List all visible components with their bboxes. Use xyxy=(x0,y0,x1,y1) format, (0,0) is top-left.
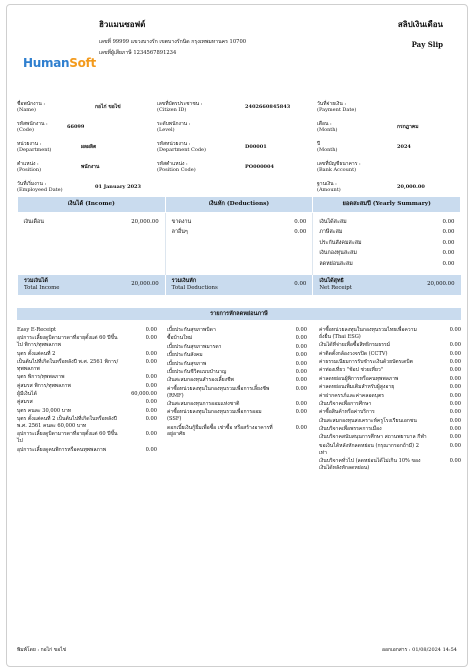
tax-item-label: เบี้ยประกันสังคม xyxy=(167,352,203,359)
code-field xyxy=(17,121,85,134)
employee-details xyxy=(17,101,461,193)
list-item: เงินได้สะสม 0.00 xyxy=(319,218,455,225)
tax-item-label: ผู้มีเงินได้ xyxy=(17,391,37,397)
document-title xyxy=(398,19,443,49)
tax-item-value: 0.00 xyxy=(449,384,461,391)
tax-item-value: 0.00 xyxy=(145,374,157,381)
tax-item xyxy=(319,426,461,433)
net-receipt-value: 20,000.00 xyxy=(427,280,455,287)
tax-item-value: 0.00 xyxy=(449,327,461,333)
total-income-label: รวมเงินได้ Total Income xyxy=(24,277,60,291)
department-code-field xyxy=(157,141,267,154)
list-item: ภาษีสะสม 0.00 xyxy=(319,229,455,236)
tax-item xyxy=(17,416,157,430)
tax-item xyxy=(167,425,307,439)
tax-item-label: ค่าซื้อหน่วยลงทุนในกองทุนรวมเพื่อการออม (SSF) xyxy=(167,409,262,423)
tax-item xyxy=(319,359,461,366)
pay-summary-table xyxy=(17,196,461,295)
tax-item-value: 0.00 xyxy=(295,385,307,392)
tax-item xyxy=(17,391,157,398)
income-list xyxy=(18,213,166,275)
tax-item xyxy=(167,386,307,400)
total-income-cell xyxy=(18,275,166,295)
tax-id-label: เลขที่ผู้เสียภาษี xyxy=(99,49,132,56)
bank-account-field xyxy=(317,161,361,174)
tax-item-value: 0.00 xyxy=(295,335,307,342)
tax-item-label: อุปการะเลี้ยงดูบิดามารดาที่อายุตั้งแต่ 60 ปีขึ้นไป xyxy=(17,431,118,445)
tax-item-value: 0.00 xyxy=(449,359,461,365)
printed-by-name: กอไก่ ขอไข่ xyxy=(40,647,67,653)
deduction-list xyxy=(165,213,313,275)
tax-item xyxy=(17,351,157,358)
tax-item xyxy=(167,409,307,423)
tax-item-value: 0.00 xyxy=(449,409,461,416)
name-field xyxy=(17,101,121,114)
title-thai: สลิปเงินเดือน xyxy=(397,19,443,29)
tax-item xyxy=(17,359,157,373)
tax-item-label: อุปการะเลี้ยงดูคนพิการหรือคนทุพพลภาพ xyxy=(17,446,107,453)
tax-item xyxy=(167,401,307,408)
list-item: ประกันสังคมสะสม 0.00 xyxy=(319,239,455,246)
tax-item xyxy=(17,408,157,415)
tax-deduction-header: รายการหักลดหย่อนภาษี xyxy=(17,308,461,320)
tax-item-label: เบี้ยประกันสุขภาพบิดา xyxy=(167,327,216,333)
citizen-value: 2402660845843 xyxy=(245,104,291,110)
tax-item-value: 0.00 xyxy=(295,343,307,350)
payment-date-label: วันที่จ่ายเงิน : (Payment Date) xyxy=(317,101,357,114)
base-amount-value: 20,000.00 xyxy=(397,184,425,190)
tax-item xyxy=(319,434,461,441)
tax-item-value: 0.00 xyxy=(295,327,307,333)
company-info xyxy=(99,19,339,61)
tax-item xyxy=(17,383,157,390)
code-value: 66099 xyxy=(67,124,85,130)
tax-item-label: อุปการะเลี้ยงดูบิดามารดาที่อายุตั้งแต่ 60 ปีขึ้นไป พิการ/ทุพพลภาพ xyxy=(17,335,118,349)
name-label: ชื่อพนักงาน : (Name) xyxy=(17,101,46,114)
start-date-label: วันที่เริ่มงาน : (Employeed Date) xyxy=(17,181,63,194)
tax-column-3 xyxy=(319,327,461,473)
tax-item-label: ดอกเบี้ยเงินกู้ยืมเพื่อซื้อ เช่าซื้อ หรือสร้างอาคารที่อยู่อาศัย xyxy=(167,424,273,438)
logo-text-soft: Soft xyxy=(69,56,96,70)
company-tax-id xyxy=(99,50,339,57)
tax-column-2 xyxy=(167,327,307,440)
tax-item xyxy=(167,327,307,334)
tax-item-label: เป็นต้นไปที่เกิดในหรือหลังปี พ.ศ. 2561 พิการ/ทุพพลภาพ xyxy=(17,359,119,372)
tax-item xyxy=(17,431,157,445)
tax-item-label: ซื้อบ้านใหม่ xyxy=(167,335,193,342)
income-header: เงินได้ (Income) xyxy=(18,197,166,213)
tax-item-label: ค่าติดตั้งกล้องวงจรปิด (CCTV) xyxy=(319,350,388,357)
tax-item-label: ขอเงินได้หลังหักลดหย่อน (กรุณากรอกถ้ามี) 2 เท่า xyxy=(319,442,419,456)
title-english: Pay Slip xyxy=(411,39,443,49)
tax-item-label: เงินสะสมกองทุนสำรองเลี้ยงชีพ xyxy=(167,377,234,384)
tax-item-label: คู่สมรส พิการ/ทุพพลภาพ xyxy=(17,382,71,389)
tax-item-value: 0.00 xyxy=(145,446,157,453)
tax-item-value: 0.00 xyxy=(145,359,157,365)
tax-item-label: ค่าซื้อหน่วยลงทุนในกองทุนรวมเพื่อการเลี้ยงชีพ (RMF) xyxy=(167,385,270,399)
citizen-label: เลขที่บัตรประชาชน : (Citizen ID) xyxy=(157,101,203,114)
tax-item-value: 0.00 xyxy=(449,417,461,424)
year-label: ปี (Month) xyxy=(317,141,338,154)
tax-item xyxy=(319,384,461,391)
base-amount-field xyxy=(317,181,425,194)
tax-item-value: 0.00 xyxy=(449,458,461,464)
tax-item-label: เบี้ยประกันชีวิตแบบบำนาญ xyxy=(167,368,227,375)
level-label: ระดับพนักงาน : (Level) xyxy=(157,121,191,134)
payment-date-field xyxy=(317,101,356,114)
tax-item-value: 0.00 xyxy=(295,360,307,367)
tax-item-label: บุตร ตั้งแต่คนที่ 2 เป็นต้นไปที่เกิดในหรือหลังปี พ.ศ. 2561 คนละ 60,000 บาท xyxy=(17,416,117,429)
tax-item xyxy=(167,352,307,359)
tax-item xyxy=(167,377,307,384)
tax-column-1 xyxy=(17,327,157,455)
tax-item-value: 0.00 xyxy=(449,342,461,349)
list-item: เงินกองทุนสะสม 0.00 xyxy=(319,250,455,257)
tax-item xyxy=(17,374,157,381)
tax-item-label: ค่าฝากครรภ์และค่าคลอดบุตร xyxy=(319,392,385,399)
net-receipt-cell xyxy=(313,275,461,295)
tax-item xyxy=(319,342,461,349)
payslip-document xyxy=(6,4,468,667)
month-label: เดือน : (Month) xyxy=(317,121,338,134)
tax-item-label: เงินบริจาคสนับสนุนการศึกษา สถานพยาบาล กีฬา xyxy=(319,434,427,441)
position-value: พนักงาน xyxy=(81,164,100,170)
total-income-value: 20,000.00 xyxy=(131,280,159,287)
position-code-field xyxy=(157,161,274,174)
tax-item-value: 0.00 xyxy=(449,367,461,374)
tax-item xyxy=(319,443,461,457)
tax-item-label: เงินบริจาคเพื่อการศึกษา xyxy=(319,400,372,407)
company-logo xyxy=(23,55,96,71)
month-value: กรกฎาคม xyxy=(397,124,419,130)
tax-item-value: 0.00 xyxy=(145,431,157,438)
tax-item-label: เงินบริจาคทั่วไป (ลดหย่อนได้ไม่เกิน 10% ของเงินได้หลังหักลดหย่อน) xyxy=(319,458,421,471)
deduction-header: เงินหัก (Deductions) xyxy=(165,197,313,213)
tax-item-value: 60,000.00 xyxy=(131,391,157,397)
position-label: ตำแหน่ง : (Position) xyxy=(17,161,42,174)
tax-id-value: 1234567891234 xyxy=(133,49,177,56)
yearly-list xyxy=(313,213,461,275)
printed-by: พิมพ์โดย : กอไก่ ขอไข่ xyxy=(17,647,67,653)
tax-item-value: 0.00 xyxy=(449,442,461,449)
tax-item xyxy=(167,361,307,368)
tax-item xyxy=(17,327,157,334)
tax-item-value: 0.00 xyxy=(449,400,461,407)
tax-item-value: 0.00 xyxy=(295,368,307,375)
tax-item-value: 0.00 xyxy=(449,392,461,399)
name-value: กอไก่ ขอไข่ xyxy=(95,104,121,110)
tax-item-value: 0.00 xyxy=(449,350,461,357)
month-field xyxy=(317,121,419,134)
citizen-field xyxy=(157,101,291,114)
tax-item xyxy=(17,335,157,349)
tax-item-label: คู่สมรส xyxy=(17,399,33,406)
tax-item-value: 0.00 xyxy=(295,352,307,359)
company-address: เลขที่ 99999 แขวงบางรัก เขตบางรักนิด กรุงเทพมหานคร 10700 xyxy=(99,38,247,45)
tax-item-label: เงินสะสมกองทุนสงเคราะห์ครูโรงเรียนเอกชน xyxy=(319,417,417,424)
tax-item-label: ค่าซื้อสินค้าหรือค่าบริการ xyxy=(319,409,375,416)
tax-item-label: ค่าลดหย่อนเพิ่มเติมสำหรับผู้สูงอายุ xyxy=(319,384,395,391)
tax-item-label: ค่าธรรมเนียมการรับชำระเงินด้วยบัตรเดบิต xyxy=(319,359,413,365)
tax-item-value: 0.00 xyxy=(449,375,461,382)
tax-item xyxy=(167,335,307,342)
tax-item-label: เงินบริจาคเพื่อพรรคการเมือง xyxy=(319,426,382,432)
tax-item xyxy=(167,369,307,376)
tax-item-value: 0.00 xyxy=(145,399,157,406)
total-deduction-label: รวมเงินหัก Total Deductions xyxy=(171,277,218,291)
tax-item-value: 0.00 xyxy=(145,382,157,389)
footer xyxy=(17,647,457,654)
tax-item xyxy=(319,367,461,374)
department-code-label: รหัสหน่วยงาน : (Department Code) xyxy=(157,141,206,154)
position-code-value: PO000004 xyxy=(245,164,274,170)
total-deduction-cell xyxy=(165,275,313,295)
tax-item-label: เบี้ยประกันสุขภาพมารดา xyxy=(167,343,222,350)
start-date-value: 01 January 2023 xyxy=(95,184,142,190)
logo-text-human: Human xyxy=(23,56,70,70)
tax-item xyxy=(319,458,461,472)
bank-account-label: เลขที่บัญชีธนาคาร : (Bank Account) xyxy=(317,161,361,174)
tax-item xyxy=(319,418,461,425)
tax-item-value: 0.00 xyxy=(295,377,307,384)
net-receipt-label: เงินได้สุทธิ Net Receipt xyxy=(319,277,352,291)
tax-item-label: บุตร ตั้งแต่คนที่ 2 xyxy=(17,350,56,357)
tax-item-value: 0.00 xyxy=(145,407,157,414)
tax-item xyxy=(319,393,461,400)
department-value: ผลผลิต xyxy=(81,144,97,150)
tax-item xyxy=(319,376,461,383)
printed-at: ออกเอกสาร : 01/08/2024 14:54 xyxy=(381,647,457,653)
printed-at-value: 01/08/2024 14:54 xyxy=(412,647,457,653)
tax-item xyxy=(167,344,307,351)
year-field xyxy=(317,141,411,154)
company-name: ฮิวแมนซอฟต์ xyxy=(99,19,146,29)
tax-item-value: 0.00 xyxy=(295,400,307,407)
tax-item-value: 0.00 xyxy=(145,350,157,357)
tax-item-value: 0.00 xyxy=(295,409,307,416)
tax-item-label: เบี้ยประกันสุขภาพ xyxy=(167,360,207,367)
tax-item-value: 0.00 xyxy=(449,426,461,432)
position-code-label: รหัสตำแหน่ง : (Position Code) xyxy=(157,161,196,174)
department-label: หน่วยงาน : (Department) xyxy=(17,141,52,154)
position-field xyxy=(17,161,100,174)
tax-item-label: ค่าซื้อหน่วยลงทุนในกองทุนรวมไทยเพื่อความยั่งยืน (Thai ESG) xyxy=(319,327,417,340)
level-field xyxy=(157,121,190,134)
list-item: ขาดงาน 0.00 xyxy=(171,218,307,225)
tax-item xyxy=(319,327,461,341)
tax-item-label: บุตร คนละ 30,000 บาท xyxy=(17,407,72,414)
tax-item-value: 0.00 xyxy=(449,434,461,441)
tax-item-value: 0.00 xyxy=(145,335,157,342)
department-field xyxy=(17,141,97,154)
tax-item xyxy=(319,401,461,408)
tax-item-label: บุตร พิการ/ทุพพลภาพ xyxy=(17,374,65,381)
tax-item xyxy=(319,409,461,416)
tax-item-label: Easy E-Receipt xyxy=(17,327,57,333)
tax-item-value: 0.00 xyxy=(145,416,157,423)
tax-item-label: เงินสะสมกองทุนการออมแห่งชาติ xyxy=(167,400,240,407)
tax-item xyxy=(17,447,157,454)
tax-item-label: ค่าท่องเที่ยว "ช้อป ช่วยเที่ยว" xyxy=(319,367,384,374)
tax-item-label: ค่าลดหย่อนผู้พิการหรือคนทุพพลภาพ xyxy=(319,375,399,382)
list-item: ลดหย่อนสะสม 0.00 xyxy=(319,260,455,267)
department-code-value: D00001 xyxy=(245,144,267,150)
base-amount-label: ฐานเงิน : (Amount) xyxy=(317,181,341,194)
list-item: ลาอื่นๆ 0.00 xyxy=(171,229,307,236)
tax-item xyxy=(319,351,461,358)
start-date-field xyxy=(17,181,142,194)
tax-item-value: 0.00 xyxy=(145,327,157,333)
yearly-header: ยอดสะสมปี (Yearly Summary) xyxy=(313,197,461,213)
year-value: 2024 xyxy=(397,144,411,150)
tax-item-label: เงินได้ที่จ่ายเพื่อซื้อสิทธิกรมธรรม์ xyxy=(319,342,391,349)
tax-item-value: 0.00 xyxy=(295,424,307,431)
code-label: รหัสพนักงาน : (Code) xyxy=(17,121,48,134)
tax-item xyxy=(17,399,157,406)
list-item: เงินเดือน 20,000.00 xyxy=(23,218,159,225)
total-deduction-value: 0.00 xyxy=(294,280,307,287)
